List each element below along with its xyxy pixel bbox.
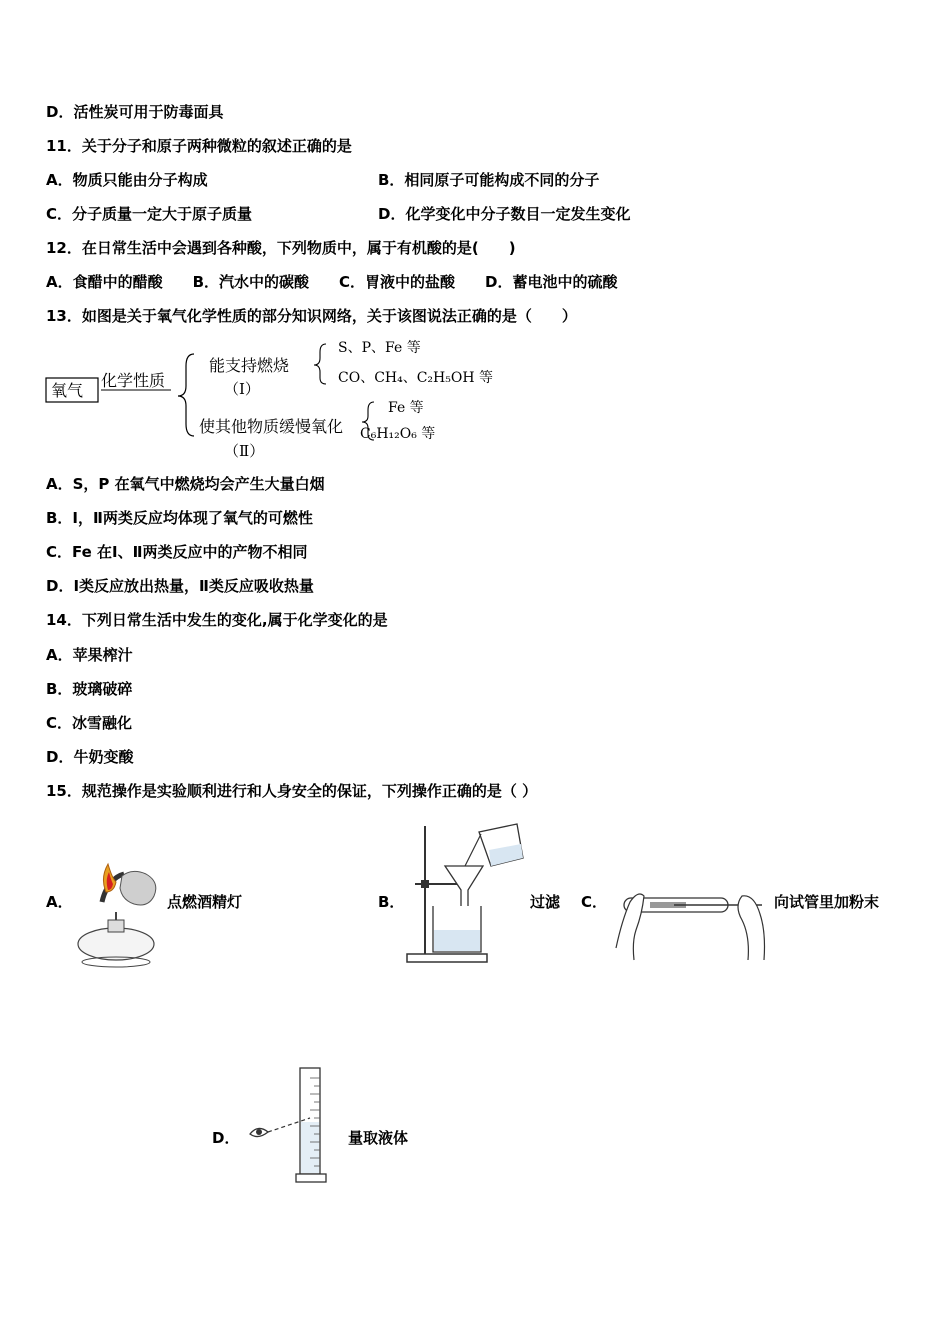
q13-stem: 13．如图是关于氧气化学性质的部分知识网络，关于该图说法正确的是（ ）	[46, 307, 577, 325]
q14-option-a: A．苹果榨汁	[46, 646, 133, 664]
branch2-tag: （Ⅱ）	[224, 442, 265, 460]
branch2-label: 使其他物质缓慢氧化	[199, 417, 344, 436]
q13-option-b: B．Ⅰ，Ⅱ两类反应均体现了氧气的可燃性	[46, 509, 313, 527]
q12-stem: 12．在日常生活中会遇到各种酸，下列物质中，属于有机酸的是( )	[46, 239, 516, 257]
main-brace	[178, 354, 194, 436]
branch2-item1: Fe 等	[388, 400, 424, 416]
root-label: 氧气	[51, 381, 84, 400]
branch-label: 化学性质	[101, 371, 166, 390]
filtration-setup-illustration	[405, 818, 530, 966]
branch1-tag: （Ⅰ）	[224, 380, 260, 398]
branch1-item1: S、P、Fe 等	[338, 340, 421, 356]
q14-option-d: D．牛奶变酸	[46, 748, 134, 766]
q11-option-a: A．物质只能由分子构成	[46, 171, 208, 189]
q15-option-d-letter: D．	[212, 1129, 240, 1147]
q13-option-d: D．Ⅰ类反应放出热量，Ⅱ类反应吸收热量	[46, 577, 314, 595]
oxygen-network-diagram	[44, 336, 514, 466]
add-powder-to-test-tube-illustration	[614, 880, 770, 962]
branch1-item2: CO、CH₄、C₂H₅OH 等	[338, 370, 494, 386]
q10-option-d: D．活性炭可用于防毒面具	[46, 103, 224, 121]
measuring-cylinder-illustration	[244, 1066, 336, 1186]
q11-option-c: C．分子质量一定大于原子质量	[46, 205, 253, 223]
q15-option-b-letter: B．	[378, 893, 405, 911]
q15-stem: 15．规范操作是实验顺利进行和人身安全的保证，下列操作正确的是（ ）	[46, 782, 538, 800]
alcohol-lamp-lighting-illustration	[72, 862, 168, 970]
q15-option-d-text: 量取液体	[348, 1129, 409, 1147]
q15-option-b-text: 过滤	[530, 893, 561, 911]
q14-option-b: B．玻璃破碎	[46, 680, 133, 698]
branch1-brace	[314, 344, 326, 384]
q15-option-a-text: 点燃酒精灯	[167, 893, 243, 911]
q13-option-c: C．Fe 在Ⅰ、Ⅱ两类反应中的产物不相同	[46, 543, 308, 561]
q14-stem: 14．下列日常生活中发生的变化,属于化学变化的是	[46, 611, 388, 629]
q15-option-a-letter: A．	[46, 893, 73, 911]
q11-stem: 11．关于分子和原子两种微粒的叙述正确的是	[46, 137, 352, 155]
q11-option-d: D．化学变化中分子数目一定发生变化	[378, 205, 631, 223]
branch1-label: 能支持燃烧	[209, 356, 290, 375]
q14-option-c: C．冰雪融化	[46, 714, 133, 732]
branch2-item2: C₆H₁₂O₆ 等	[360, 426, 436, 442]
q11-option-b: B．相同原子可能构成不同的分子	[378, 171, 600, 189]
q13-option-a: A．S，P 在氧气中燃烧均会产生大量白烟	[46, 475, 325, 493]
q12-options: A．食醋中的醋酸 B．汽水中的碳酸 C．胃液中的盐酸 D．蓄电池中的硫酸	[46, 273, 618, 291]
q15-option-c-letter: C．	[581, 893, 608, 911]
q15-option-c-text: 向试管里加粉末	[774, 893, 880, 911]
